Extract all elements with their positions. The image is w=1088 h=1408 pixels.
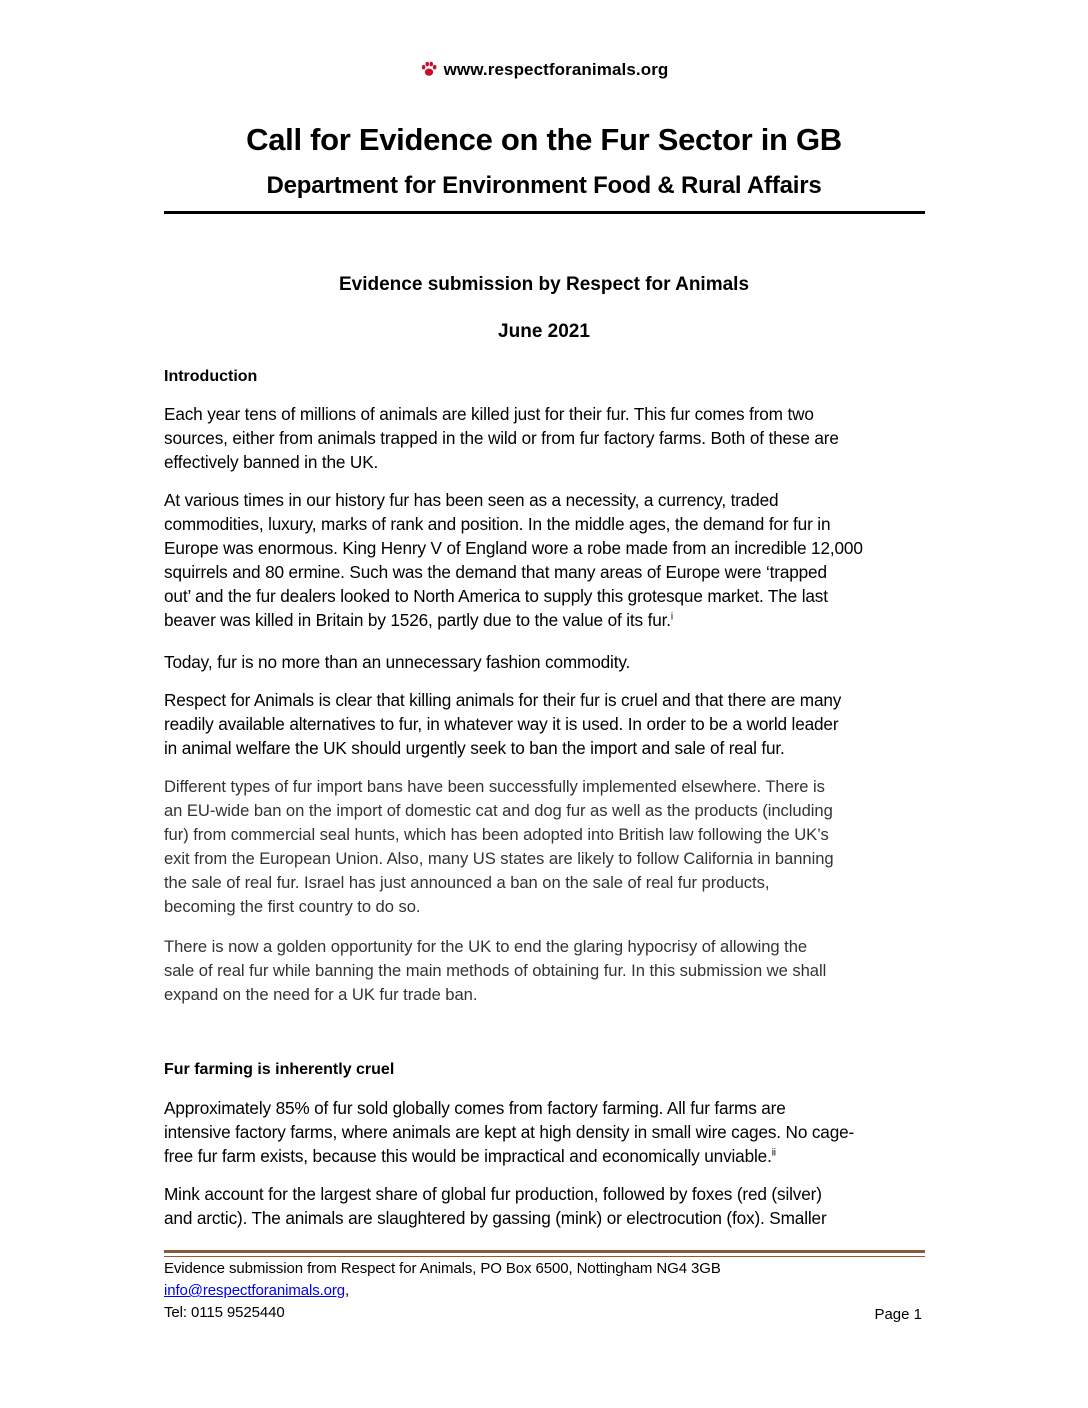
paragraph-line: squirrels and 80 ermine. Such was the demand that many areas of Europe were ‘trapped — [164, 562, 827, 582]
paragraph — [164, 688, 929, 760]
paragraph-line-text: free fur farm exists, because this would be impractical and economically unviable. — [164, 1146, 772, 1166]
paragraph-line: exit from the European Union. Also, many US states are likely to follow California in banning — [164, 849, 834, 868]
footer-divider — [164, 1250, 925, 1253]
paragraph-line: Respect for Animals is clear that killing animals for their fur is cruel and that there are many — [164, 690, 842, 710]
footer-address: Evidence submission from Respect for Animals, PO Box 6500, Nottingham NG4 3GB — [164, 1260, 721, 1277]
paragraph-line-text: beaver was killed in Britain by 1526, partly due to the value of its fur. — [164, 610, 671, 630]
paragraph-line: Each year tens of millions of animals are killed just for their fur. This fur comes from two — [164, 404, 814, 424]
paragraph-line: and arctic). The animals are slaughtered by gassing (mink) or electrocution (fox). Smaller — [164, 1208, 827, 1228]
paragraph — [164, 488, 929, 632]
document-title: Call for Evidence on the Fur Sector in GB — [246, 122, 842, 157]
paragraph-line: commodities, luxury, marks of rank and position. In the middle ages, the demand for fur in — [164, 514, 831, 534]
section-heading-fur-farming: Fur farming is inherently cruel — [164, 1061, 395, 1078]
paragraph-line: expand on the need for a UK fur trade ban. — [164, 985, 478, 1004]
footer-email-link[interactable]: info@respectforanimals.org — [164, 1282, 346, 1299]
paragraph-line: intensive factory farms, where animals are kept at high density in small wire cages. No cage- — [164, 1122, 855, 1142]
paragraph-line: the sale of real fur. Israel has just announced a ban on the sale of real fur products, — [164, 873, 770, 892]
paragraph-line: sources, either from animals trapped in the wild or from fur factory farms. Both of these are — [164, 428, 839, 448]
paragraph-line: readily available alternatives to fur, in whatever way it is used. In order to be a world leader — [164, 714, 839, 734]
footnote-marker[interactable]: i — [670, 611, 673, 623]
footer-divider-thin — [164, 1256, 925, 1257]
paragraph-line: sale of real fur while banning the main methods of obtaining fur. In this submission we shall — [164, 961, 827, 980]
paragraph-line: At various times in our history fur has been seen as a necessity, a currency, traded — [164, 490, 779, 510]
paragraph-line: Different types of fur import bans have been successfully implemented elsewhere. There is — [164, 777, 825, 796]
section-heading-introduction: Introduction — [164, 368, 258, 385]
paragraph-line: Approximately 85% of fur sold globally comes from factory farming. All fur farms are — [164, 1098, 786, 1118]
paragraph-line: Today, fur is no more than an unnecessary fashion commodity. — [164, 652, 631, 672]
footer — [164, 1258, 925, 1324]
paragraph-line: an EU-wide ban on the import of domestic cat and dog fur as well as the products (including — [164, 801, 833, 820]
paragraph-line: in animal welfare the UK should urgently seek to ban the import and sale of real fur. — [164, 738, 785, 758]
paragraph — [164, 650, 929, 674]
paragraph-line: out’ and the fur dealers looked to North America to supply this grotesque market. The last — [164, 586, 828, 606]
paragraph — [164, 1182, 929, 1230]
website-header — [0, 60, 1088, 80]
paragraph-line — [164, 608, 929, 632]
document-subtitle: Department for Environment Food & Rural Affairs — [266, 172, 822, 199]
paragraph — [164, 1096, 929, 1168]
paragraph-line: fur) from commercial seal hunts, which has been adopted into British law following the UK’s — [164, 825, 829, 844]
submission-date: June 2021 — [498, 321, 590, 342]
paragraph-line: There is now a golden opportunity for the UK to end the glaring hypocrisy of allowing the — [164, 937, 808, 956]
paw-icon — [420, 60, 438, 78]
page-number: Page 1 — [874, 1306, 922, 1323]
paragraph-line: Mink account for the largest share of global fur production, followed by foxes (red (silver) — [164, 1184, 822, 1204]
title-divider — [164, 211, 925, 214]
footer-telephone: Tel: 0115 9525440 — [164, 1304, 285, 1321]
website-url[interactable]: www.respectforanimals.org — [443, 60, 669, 79]
paragraph — [164, 775, 929, 919]
paragraph-line — [164, 1144, 929, 1168]
paragraph — [164, 402, 929, 474]
paragraph-line: effectively banned in the UK. — [164, 452, 379, 472]
paragraph — [164, 935, 929, 1007]
footer-email-suffix: , — [345, 1282, 350, 1299]
footer-email-row — [164, 1280, 925, 1302]
submission-heading: Evidence submission by Respect for Animals — [338, 274, 750, 295]
paragraph-line: becoming the first country to do so. — [164, 897, 421, 916]
paragraph-line: Europe was enormous. King Henry V of England wore a robe made from an incredible 12,000 — [164, 538, 863, 558]
footnote-marker[interactable]: ii — [771, 1147, 776, 1159]
